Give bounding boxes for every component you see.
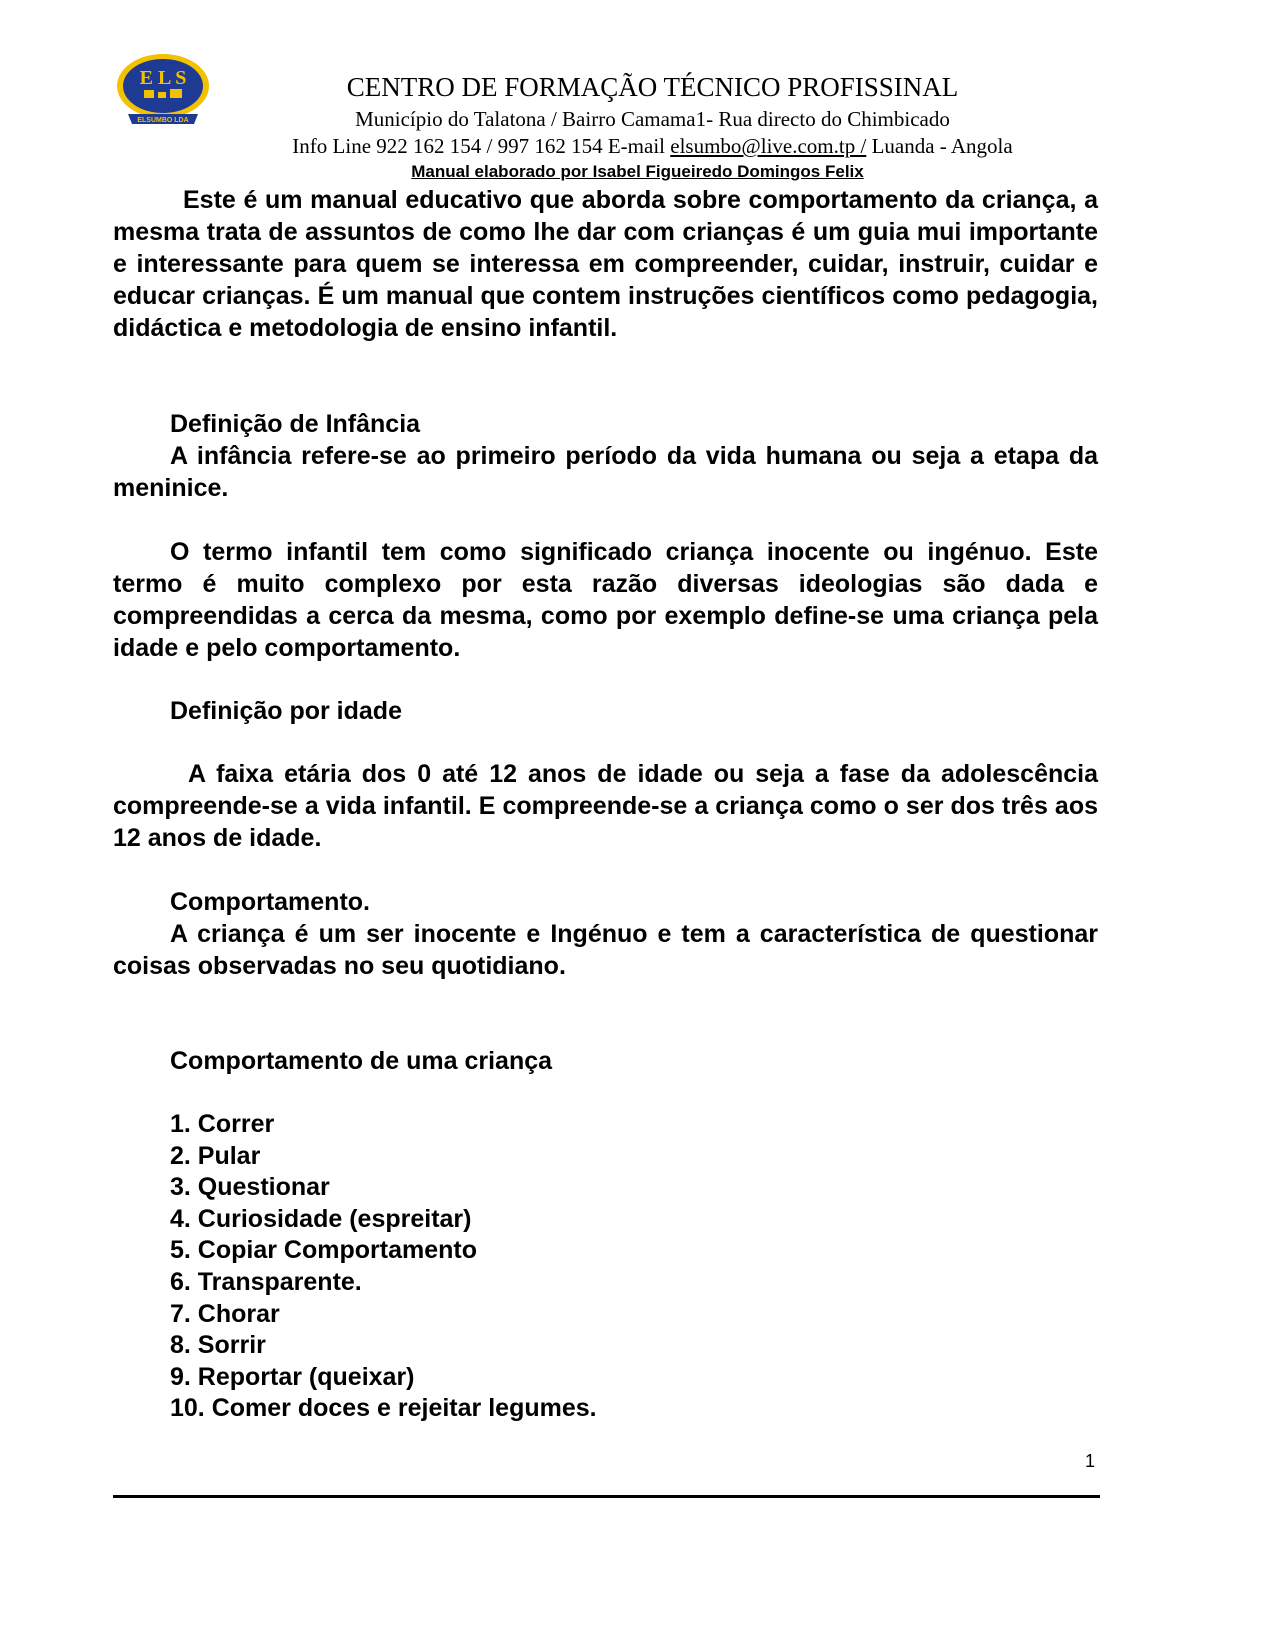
institution-contact (0, 134, 1275, 159)
section-termo (113, 536, 1098, 664)
comportamento-text: A criança é um ser inocente e Ingénuo e tem a característica de questionar coisas observadas no seu quotidiano. (113, 920, 1098, 980)
section-infancia (113, 408, 1098, 504)
email-link[interactable]: elsumbo@live.com.tp / (670, 134, 867, 158)
list-item: 7. Chorar (170, 1299, 280, 1328)
footer-divider (113, 1495, 1100, 1498)
logo-letters: E L S (139, 67, 187, 89)
idade-heading: Definição por idade (170, 697, 402, 725)
section-comportamento (113, 886, 1098, 982)
section-idade (113, 758, 1098, 854)
list-item: 10. Comer doces e rejeitar legumes. (170, 1394, 597, 1423)
intro-text: Este é um manual educativo que aborda sobre comportamento da criança, a mesma trata de assuntos de como lhe dar com crianças é um guia mui importante e interessante para quem se interessa em compreender, cuidar, instruir, cuidar e educar crianças. É um manual que contem instruções científicos como pedagogia, didáctica e metodologia de ensino infantil. (113, 186, 1098, 342)
contact-suffix: Luanda - Angola (866, 134, 1013, 158)
section-idade-heading (113, 695, 1098, 727)
list-item: 2. Pular (170, 1141, 261, 1170)
behavior-list (113, 1109, 1098, 1425)
comportamento-heading: Comportamento. (170, 888, 370, 916)
idade-text: A faixa etária dos 0 até 12 anos de idade ou seja a fase da adolescência compreende-se a vida infantil. E compreende-se a criança como o ser dos três aos 12 anos de idade. (113, 760, 1098, 852)
termo-text: O termo infantil tem como significado criança inocente ou ingénuo. Este termo é muito complexo por esta razão diversas ideologias são dada e compreendidas a cerca da mesma, como por exemplo define-se uma criança pela idade e pelo comportamento. (113, 538, 1098, 662)
list-item: 4. Curiosidade (espreitar) (170, 1204, 472, 1233)
list-item: 3. Questionar (170, 1173, 330, 1202)
list-item: 6. Transparente. (170, 1267, 362, 1296)
logo-banner: ELSUMBO LDA (137, 117, 189, 124)
institution-address: Município do Talatona / Bairro Camama1- Rua directo do Chimbicado (355, 107, 950, 131)
infancia-text: A infância refere-se ao primeiro período da vida humana ou seja a etapa da meninice. (113, 442, 1098, 502)
section-lista (113, 1045, 1098, 1077)
list-item: 1. Correr (170, 1110, 275, 1138)
page-number: 1 (1085, 1451, 1096, 1471)
list-item: 5. Copiar Comportamento (170, 1236, 477, 1265)
institution-title: CENTRO DE FORMAÇÃO TÉCNICO PROFISSINAL (346, 72, 959, 102)
behavior-list-container (113, 1109, 1098, 1425)
intro-paragraph (113, 184, 1098, 344)
contact-prefix: Info Line 922 162 154 / 997 162 154 E-mail (292, 134, 671, 158)
lista-heading: Comportamento de uma criança (170, 1047, 553, 1075)
manual-author: Manual elaborado por Isabel Figueiredo Domingos Felix (411, 162, 864, 181)
infancia-heading: Definição de Infância (170, 410, 421, 438)
list-item: 8. Sorrir (170, 1331, 266, 1360)
list-item: 9. Reportar (queixar) (170, 1362, 415, 1391)
